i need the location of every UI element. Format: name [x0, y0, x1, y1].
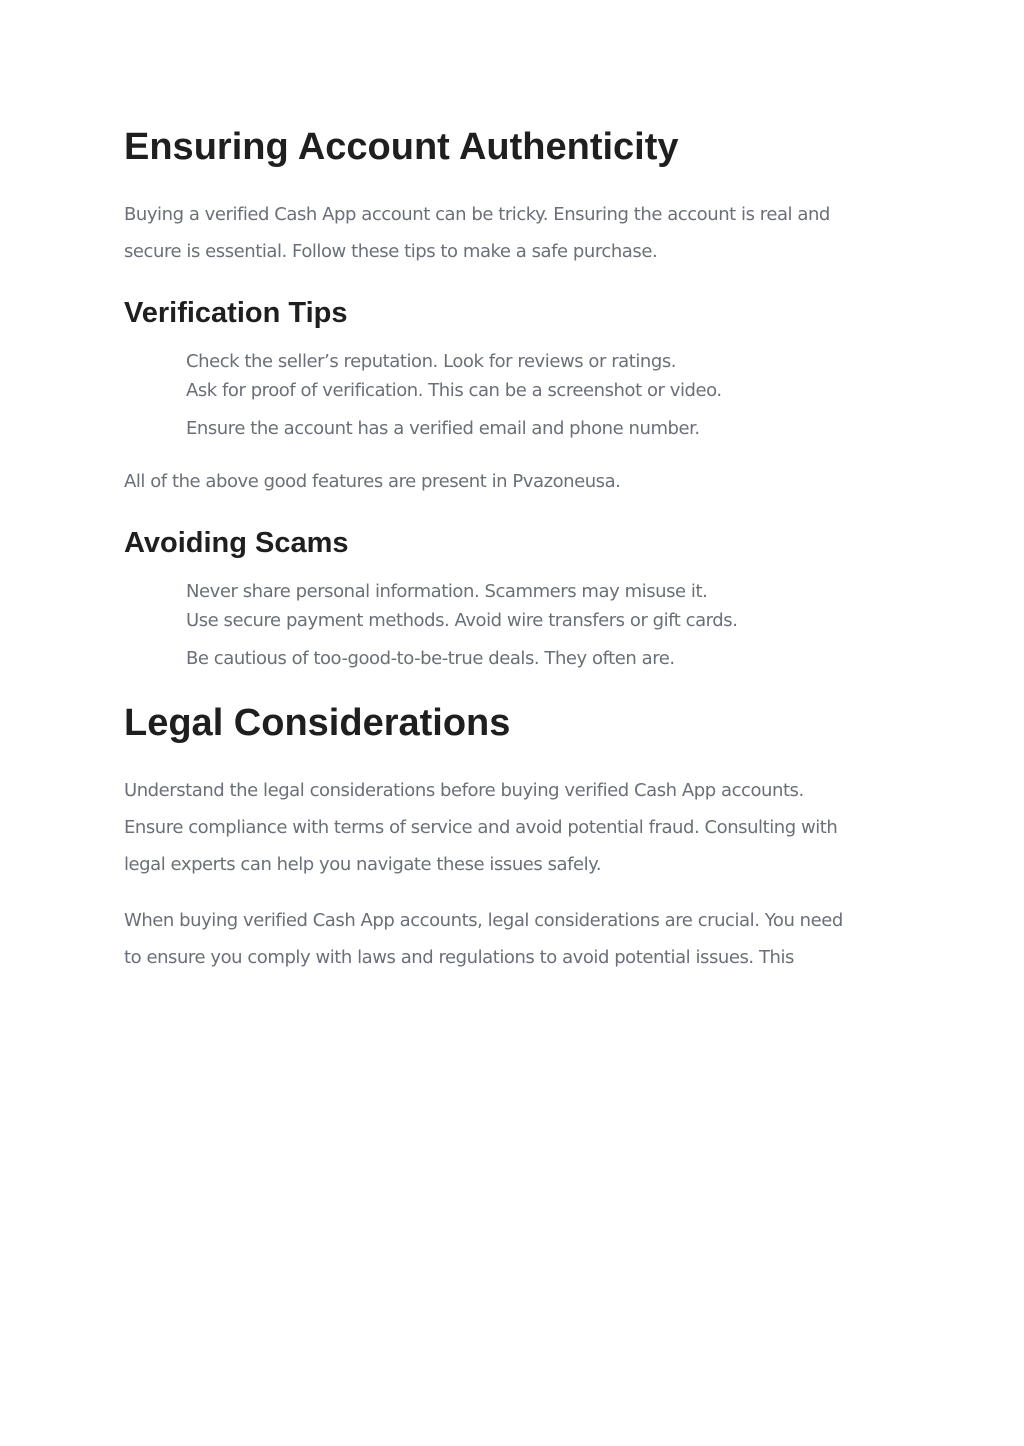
text-line: to ensure you comply with laws and regulations to avoid potential issues. This [124, 947, 794, 968]
verification-note-paragraph [124, 463, 904, 500]
text-line: Buying a verified Cash App account can be tricky. Ensuring the account is real and [124, 204, 830, 225]
verification-tips-list [186, 347, 722, 443]
text-line: legal experts can help you navigate these issues safely. [124, 854, 602, 875]
avoiding-scams-list [186, 577, 737, 673]
legal-paragraph-1 [124, 772, 904, 883]
heading-ensuring-account-authenticity: Ensuring Account Authenticity [124, 126, 679, 168]
text-line: Understand the legal considerations before buying verified Cash App accounts. [124, 780, 804, 801]
authenticity-intro-paragraph [124, 196, 904, 270]
legal-paragraph-2 [124, 902, 904, 976]
list-item: Never share personal information. Scammers may misuse it. [186, 581, 708, 602]
text-line: All of the above good features are present in Pvazoneusa. [124, 471, 621, 492]
heading-verification-tips: Verification Tips [124, 297, 348, 329]
list-item: Be cautious of too-good-to-be-true deals. They often are. [186, 648, 675, 669]
list-item: Use secure payment methods. Avoid wire transfers or gift cards. [186, 610, 738, 631]
list-item: Ensure the account has a verified email and phone number. [186, 418, 700, 439]
heading-legal-considerations: Legal Considerations [124, 702, 511, 744]
text-line: When buying verified Cash App accounts, legal considerations are crucial. You need [124, 910, 843, 931]
text-line: Ensure compliance with terms of service and avoid potential fraud. Consulting with [124, 817, 838, 838]
heading-avoiding-scams: Avoiding Scams [124, 527, 349, 559]
list-item: Check the seller’s reputation. Look for reviews or ratings. [186, 351, 677, 372]
list-item: Ask for proof of verification. This can be a screenshot or video. [186, 380, 722, 401]
text-line: secure is essential. Follow these tips to make a safe purchase. [124, 241, 658, 262]
